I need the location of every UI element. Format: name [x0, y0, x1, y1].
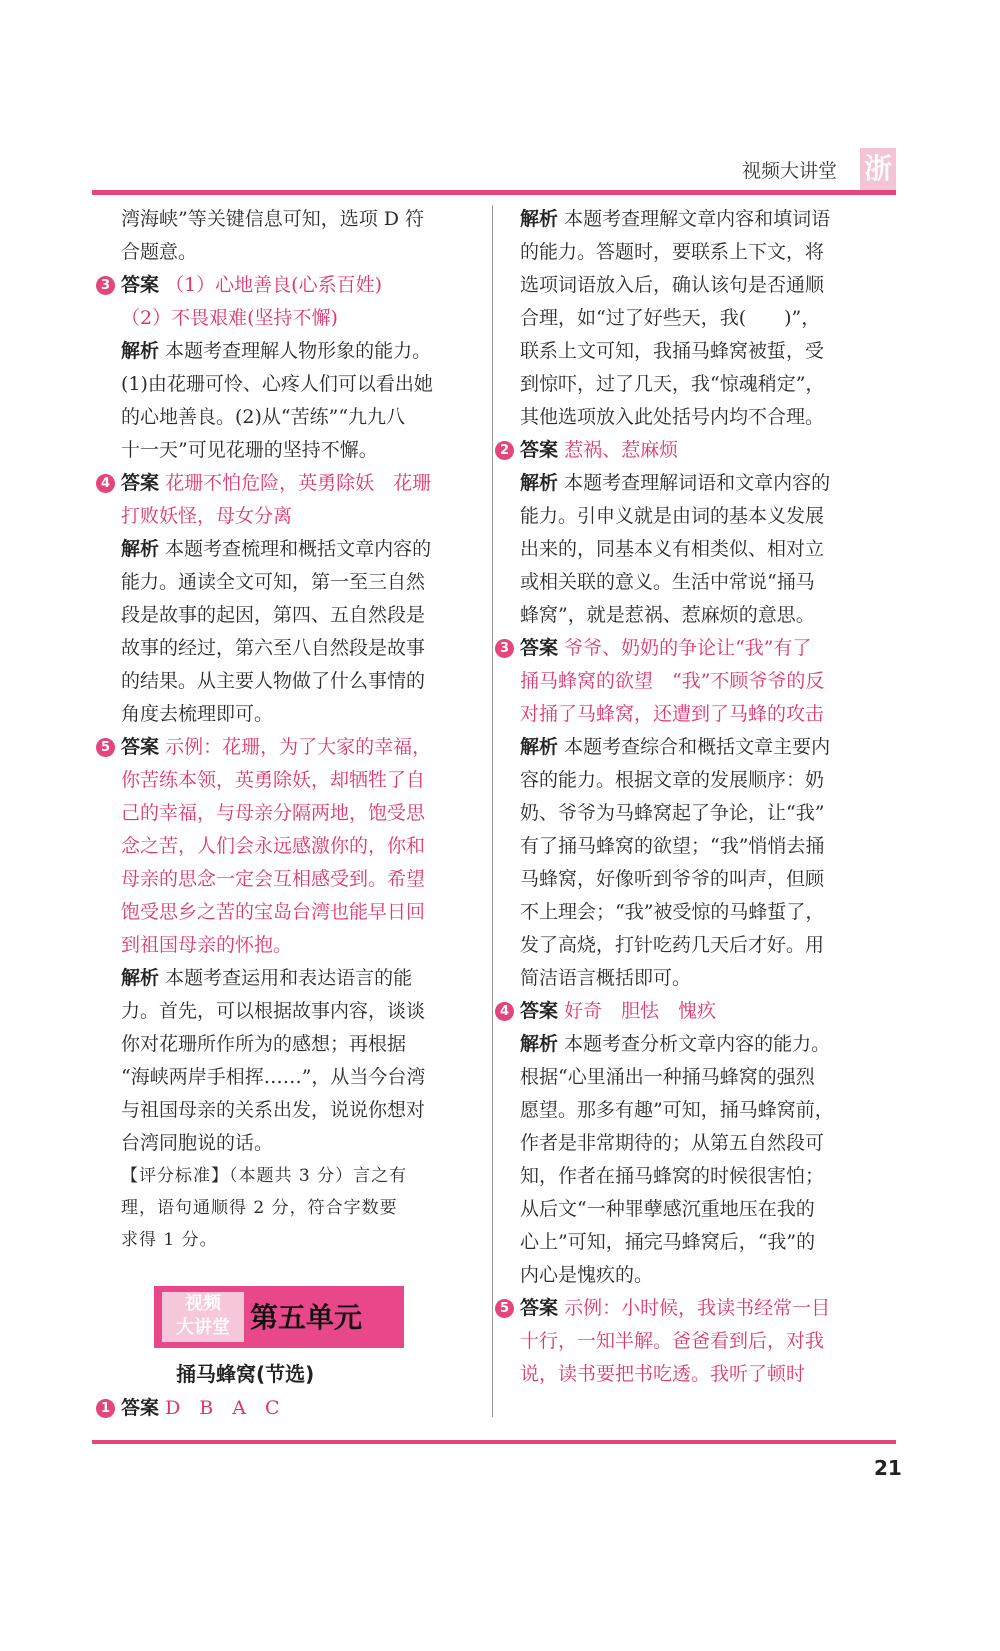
- analysis-label: 解析: [520, 472, 559, 494]
- question-number: 4: [96, 474, 115, 493]
- question-1: [96, 1392, 280, 1425]
- answer-text: 示例：花珊，为了大家的幸福，: [165, 736, 432, 758]
- question-number: 3: [495, 639, 514, 658]
- answer-text: 念之苦，人们会永远感激你的，你和: [121, 835, 426, 857]
- analysis-text: 简洁语言概括即可。: [520, 967, 692, 989]
- question-number: 1: [96, 1399, 115, 1418]
- question-2: [495, 434, 898, 467]
- answer-text: 花珊不怕危险，英勇除妖 花珊: [165, 472, 432, 494]
- analysis-text: 合理，如“过了好些天，我( )”，: [520, 307, 821, 329]
- question-number: 3: [96, 276, 115, 295]
- answer-text: 好奇 胆怯 愧疚: [564, 1000, 717, 1022]
- question-number: 2: [495, 441, 514, 460]
- analysis-text: 段是故事的起因，第四、五自然段是: [121, 604, 426, 626]
- answer-label: 答案: [520, 1297, 559, 1319]
- analysis-text: 台湾同胞说的话。: [121, 1132, 274, 1154]
- answer-label: 答案: [121, 472, 160, 494]
- analysis-text: 不上理会；“我”被受惊的马蜂蜇了，: [520, 901, 825, 923]
- column-divider: [492, 205, 493, 1417]
- analysis-text: 角度去梳理即可。: [121, 703, 274, 725]
- text-line: 合题意。: [121, 241, 198, 263]
- answer-label: 答案: [121, 274, 160, 296]
- analysis-text: 的能力。答题时，要联系上下文，将: [520, 241, 825, 263]
- analysis-text: 马蜂窝，好像听到爷爷的叫声，但顾: [520, 868, 825, 890]
- answer-label: 答案: [520, 637, 559, 659]
- analysis-text: 有了捅马蜂窝的欲望；“我”悄悄去捅: [520, 835, 825, 857]
- answer-text: 示例：小时候，我读书经常一目: [564, 1297, 831, 1319]
- analysis-text: 心上”可知，捅完马蜂窝后，“我”的: [520, 1231, 816, 1253]
- analysis-text: 愿望。那多有趣”可知，捅马蜂窝前，: [520, 1099, 834, 1121]
- lesson-title: 捅马蜂窝(节选): [176, 1362, 315, 1386]
- analysis-label: 解析: [121, 340, 160, 362]
- analysis-text: 选项词语放入后，确认该句是否通顺: [520, 274, 825, 296]
- analysis-text: 或相关联的意义。生活中常说“捅马: [520, 571, 815, 593]
- question-5-right: [495, 1292, 898, 1325]
- analysis-text: 能力。引申义就是由词的基本义发展: [520, 505, 825, 527]
- question-number: 5: [96, 738, 115, 757]
- scoring-criteria: 【评分标准】（本题共 3 分）言之有: [121, 1166, 408, 1186]
- question-3-right: [495, 632, 898, 665]
- answer-label: 答案: [520, 1000, 559, 1022]
- answer-text: 对捅了马蜂窝，还遭到了马蜂的攻击: [520, 703, 825, 725]
- analysis-text: 容的能力。根据文章的发展顺序：奶: [520, 769, 825, 791]
- analysis-text: 出来的，同基本义有相类似、相对立: [520, 538, 825, 560]
- analysis-label: 解析: [520, 736, 559, 758]
- question-number: 4: [495, 1002, 514, 1021]
- analysis-text: 本题考查运用和表达语言的能: [165, 967, 413, 989]
- analysis-text: 奶、爷爷为马蜂窝起了争论，让“我”: [520, 802, 825, 824]
- answer-text: （1）心地善良(心系百姓): [165, 274, 382, 296]
- analysis-text: 本题考查理解词语和文章内容的: [564, 472, 831, 494]
- analysis-text: 本题考查理解人物形象的能力。: [165, 340, 432, 362]
- question-5: [96, 731, 476, 764]
- question-4: [96, 467, 476, 500]
- analysis-text: 内心是愧疚的。: [520, 1264, 654, 1286]
- page-number: 21: [874, 1456, 902, 1480]
- analysis-text: 知，作者在捅马蜂窝的时候很害怕；: [520, 1165, 825, 1187]
- analysis-text: 的结果。从主要人物做了什么事情的: [121, 670, 426, 692]
- analysis-text: 到惊吓，过了几天，我“惊魂稍定”，: [520, 373, 825, 395]
- analysis-text: 联系上文可知，我捅马蜂窝被蜇，受: [520, 340, 825, 362]
- answer-text: 己的幸福，与母亲分隔两地，饱受思: [121, 802, 426, 824]
- analysis-text: 本题考查分析文章内容的能力。: [564, 1033, 831, 1055]
- analysis-text: 其他选项放入此处括号内均不合理。: [520, 406, 825, 428]
- unit-title: 第五单元: [250, 1301, 363, 1334]
- text-line: 湾海峡”等关键信息可知，选项 D 符: [121, 208, 425, 230]
- analysis-text: 与祖国母亲的关系出发，说说你想对: [121, 1099, 426, 1121]
- video-lecture-badge: 视频 大讲堂: [162, 1292, 244, 1342]
- analysis-text: 本题考查梳理和概括文章内容的: [165, 538, 432, 560]
- left-column: [96, 203, 476, 1256]
- answer-text: 十行，一知半解。爸爸看到后，对我: [520, 1330, 825, 1352]
- analysis-text: 作者是非常期待的；从第五自然段可: [520, 1132, 825, 1154]
- analysis-text: 能力。通读全文可知，第一至三自然: [121, 571, 426, 593]
- analysis-label: 解析: [520, 208, 559, 230]
- right-column: [499, 203, 898, 1391]
- bottom-rule: [92, 1440, 896, 1444]
- answer-text: 惹祸、惹麻烦: [564, 439, 679, 461]
- analysis-text: (1)由花珊可怜、心疼人们可以看出她: [121, 373, 433, 395]
- answer-text: D B A C: [165, 1397, 280, 1419]
- scoring-criteria: 理，语句通顺得 2 分，符合字数要: [121, 1198, 398, 1218]
- answer-text: 你苦练本领，英勇除妖，却牺牲了自: [121, 769, 426, 791]
- analysis-text: 十一天”可见花珊的坚持不懈。: [121, 439, 378, 461]
- analysis-text: 力。首先，可以根据故事内容，谈谈: [121, 1000, 426, 1022]
- answer-text: 爷爷、奶奶的争论让“我”有了: [564, 637, 812, 659]
- answer-text: 到祖国母亲的怀抱。: [121, 934, 293, 956]
- analysis-text: 故事的经过，第六至八自然段是故事: [121, 637, 426, 659]
- top-rule: [92, 190, 896, 195]
- analysis-text: 本题考查综合和概括文章主要内: [564, 736, 831, 758]
- province-mark: 浙: [860, 148, 896, 190]
- analysis-text: 从后文“一种罪孽感沉重地压在我的: [520, 1198, 815, 1220]
- section-label: 视频大讲堂: [742, 160, 838, 182]
- answer-text: 打败妖怪，母女分离: [121, 505, 293, 527]
- analysis-text: 本题考查理解文章内容和填词语: [564, 208, 831, 230]
- question-3: [96, 269, 476, 302]
- analysis-text: “海峡两岸手相挥……”，从当今台湾: [121, 1066, 426, 1088]
- question-number: 5: [495, 1299, 514, 1318]
- answer-text: 说，读书要把书吃透。我听了顿时: [520, 1363, 806, 1385]
- answer-text: 捅马蜂窝的欲望 “我”不顾爷爷的反: [520, 670, 825, 692]
- unit-banner: [154, 1286, 404, 1348]
- analysis-text: 的心地善良。(2)从“苦练”“九九八: [121, 406, 406, 428]
- answer-text: 母亲的思念一定会互相感受到。希望: [121, 868, 426, 890]
- analysis-text: 你对花珊所作所为的感想；再根据: [121, 1033, 407, 1055]
- analysis-text: 蜂窝”，就是惹祸、惹麻烦的意思。: [520, 604, 815, 626]
- question-4-right: [495, 995, 898, 1028]
- analysis-label: 解析: [121, 967, 160, 989]
- scoring-criteria: 求得 1 分。: [121, 1230, 218, 1250]
- analysis-label: 解析: [520, 1033, 559, 1055]
- analysis-text: 发了高烧，打针吃药几天后才好。用: [520, 934, 825, 956]
- answer-label: 答案: [121, 736, 160, 758]
- answer-text: （2）不畏艰难(坚持不懈): [121, 307, 338, 329]
- answer-label: 答案: [121, 1397, 160, 1419]
- analysis-label: 解析: [121, 538, 160, 560]
- answer-label: 答案: [520, 439, 559, 461]
- answer-text: 饱受思乡之苦的宝岛台湾也能早日回: [121, 901, 426, 923]
- analysis-text: 根据“心里涌出一种捅马蜂窝的强烈: [520, 1066, 815, 1088]
